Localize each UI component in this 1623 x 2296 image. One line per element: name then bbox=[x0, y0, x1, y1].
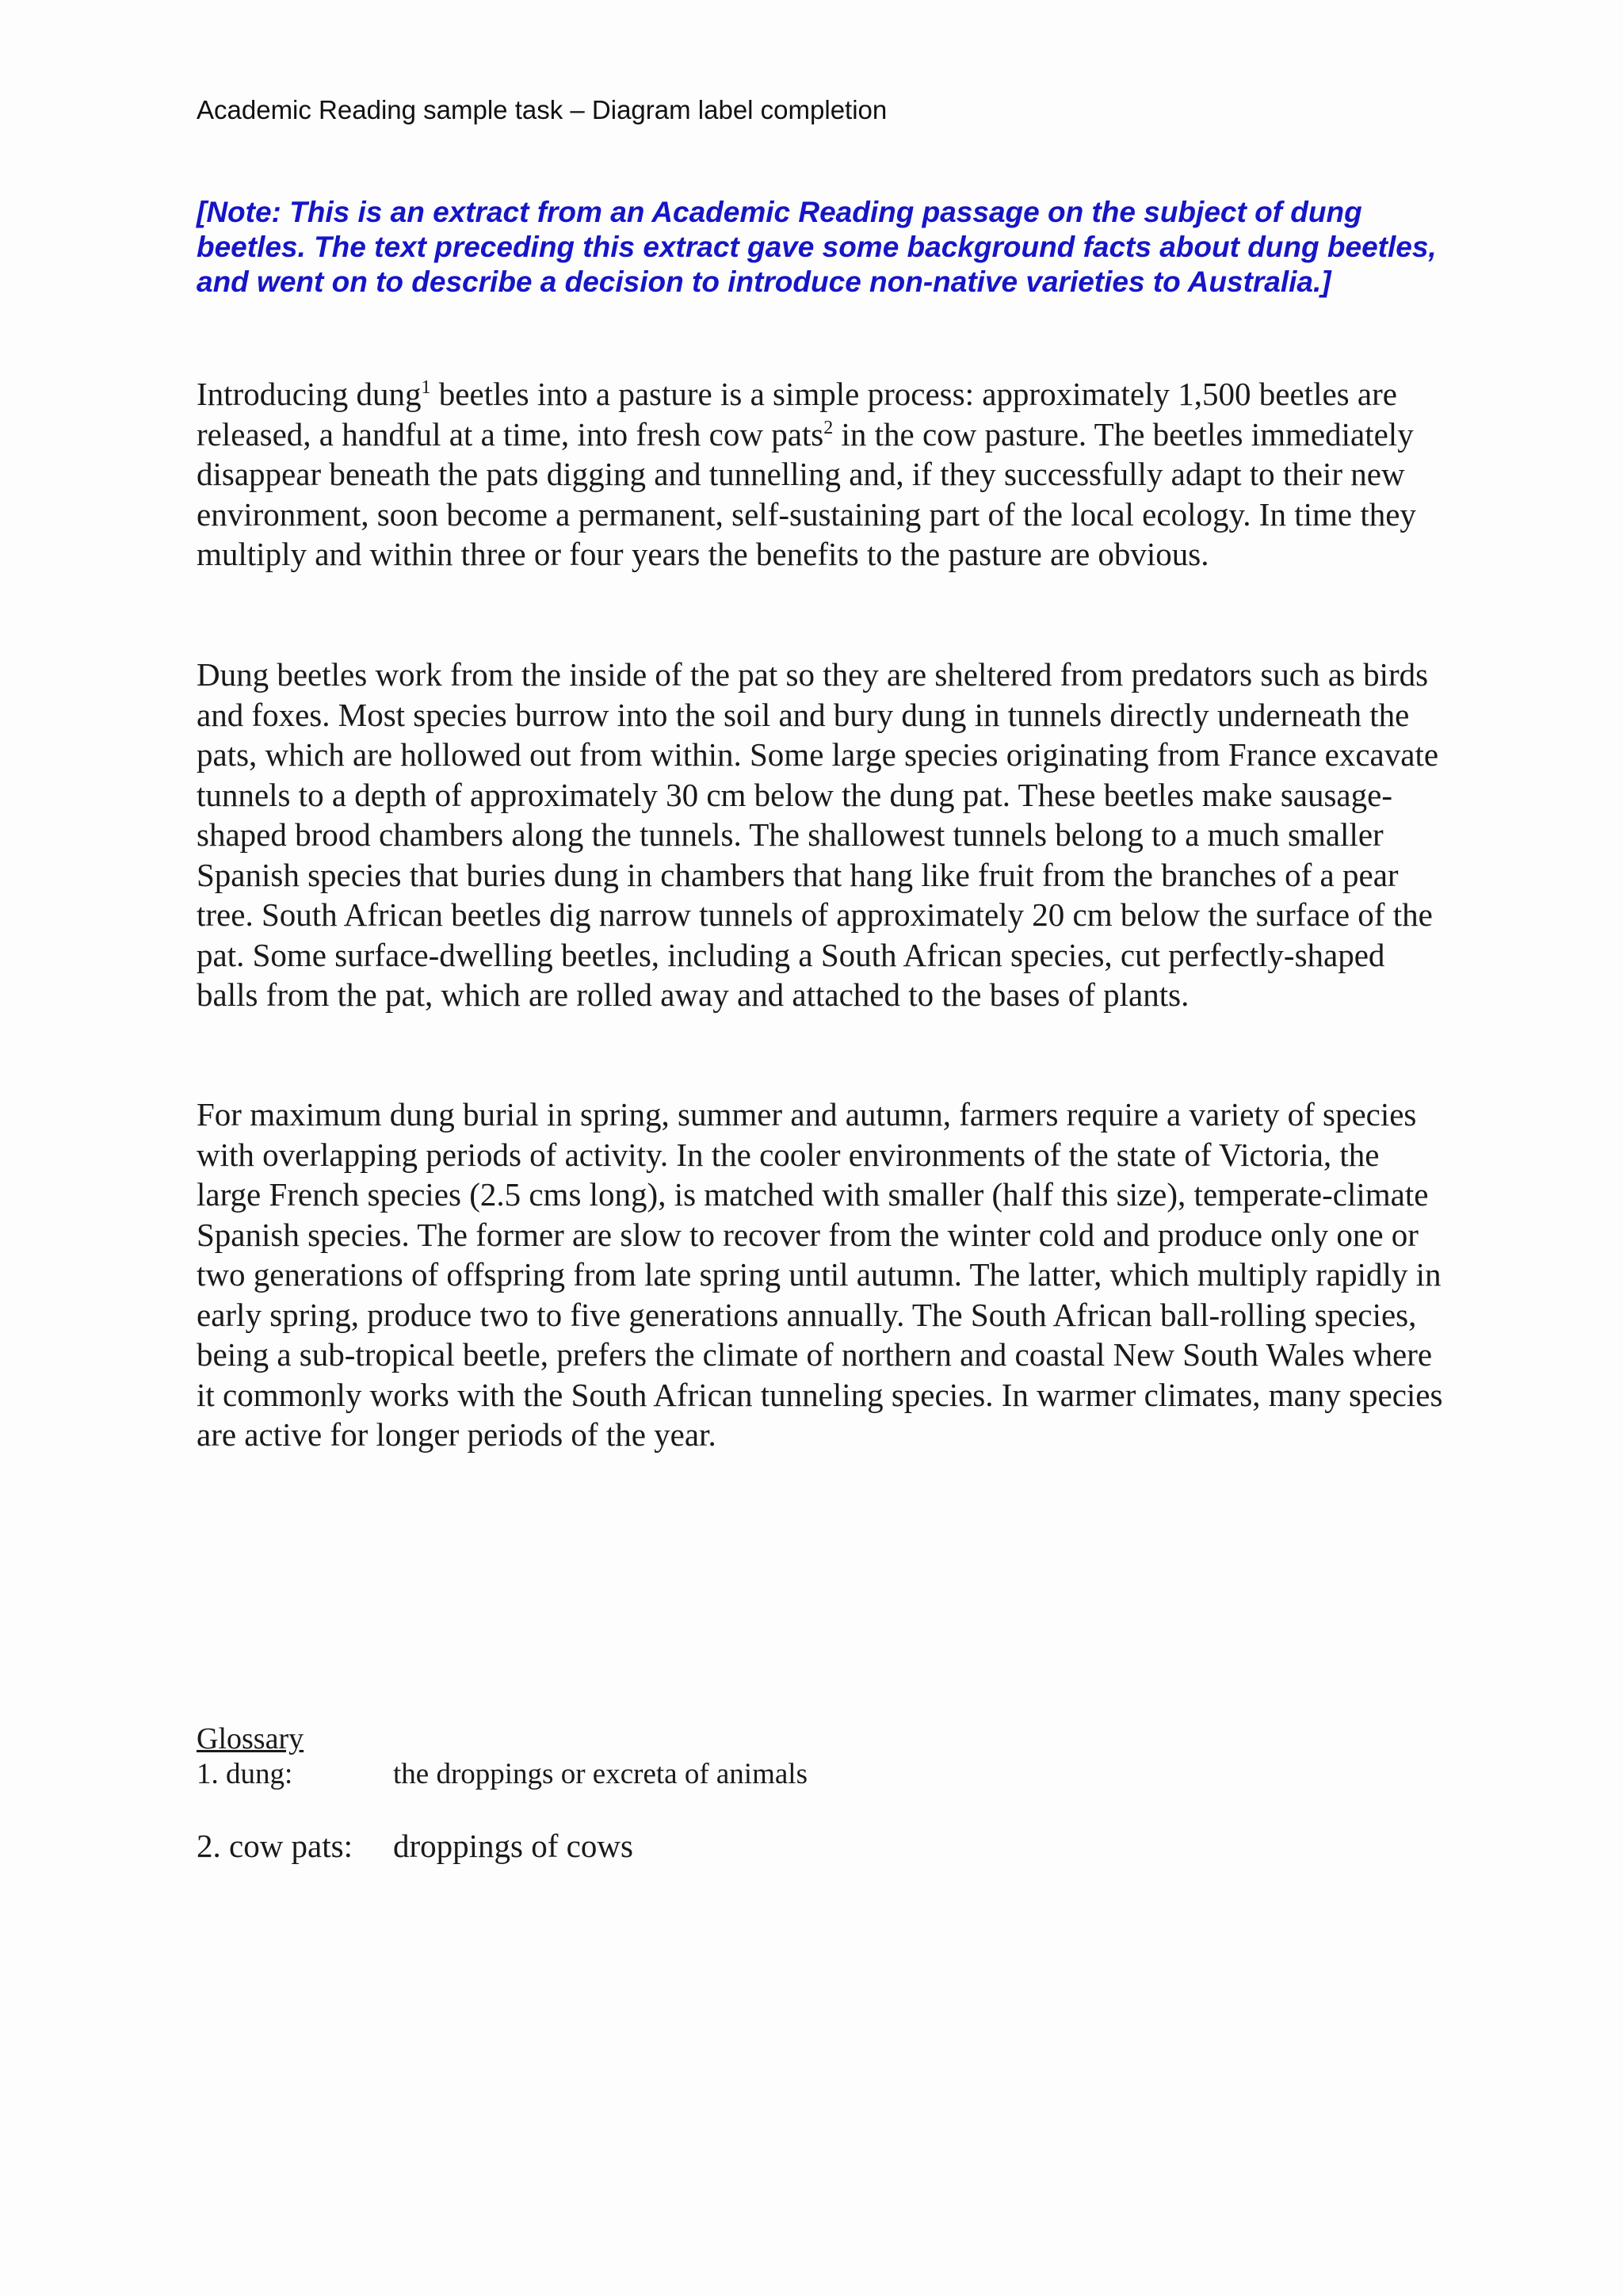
glossary-term: 2. cow pats: bbox=[197, 1828, 353, 1864]
paragraph-1-part-b: beetles into a pasture is a simple process: approximately 1,500 beetles are released, a handful at a time, into fresh cow pats bbox=[197, 376, 1397, 453]
footnote-marker-2: 2 bbox=[823, 417, 834, 438]
glossary-item bbox=[197, 1828, 1449, 1864]
paragraph-2: Dung beetles work from the inside of the pat so they are sheltered from predators such as birds and foxes. Most species burrow into the soil and bury dung in tunnels directly underneath the pats, which are hollowed out from within. Some large species originating from France excavate tunnels to a depth of approximately 30 cm below the dung pat. These beetles make sausage-shaped brood chambers along the tunnels. The shallowest tunnels belong to a much smaller Spanish species that buries dung in chambers that hang like fruit from the branches of a pear tree. South African beetles dig narrow tunnels of approximately 20 cm below the surface of the pat. Some surface-dwelling beetles, including a South African species, cut perfectly-shaped balls from the pat, which are rolled away and attached to the bases of plants. bbox=[197, 656, 1439, 1013]
glossary-definition: droppings of cows bbox=[393, 1828, 633, 1864]
glossary-definition: the droppings or excreta of animals bbox=[393, 1758, 808, 1790]
glossary bbox=[197, 1721, 1449, 1864]
paragraph-3: For maximum dung burial in spring, summer and autumn, farmers require a variety of species with overlapping periods of activity. In the cooler environments of the state of Victoria, the large French species (2.5 cms long), is matched with smaller (half this size), temperate-climate Spanish species. The former are slow to recover from the winter cold and produce only one or two generations of offspring from late spring until autumn. The latter, which multiply rapidly in early spring, produce two to five generations annually. The South African ball-rolling species, being a sub-tropical beetle, prefers the climate of northern and coastal New South Wales where it commonly works with the South African tunneling species. In warmer climates, many species are active for longer periods of the year. bbox=[197, 1096, 1443, 1453]
footnote-marker-1: 1 bbox=[421, 377, 431, 398]
paragraph-1-part-a: Introducing dung bbox=[197, 376, 422, 412]
glossary-item bbox=[197, 1756, 1449, 1793]
paragraph-1-part-c: in the cow pasture. The beetles immediately disappear beneath the pats digging and tunnelling and, if they successfully adapt to their new environment, soon become a permanent, self-sustaining part of the local ecology. In time they multiply and within three or four years the benefits to the pasture are obvious. bbox=[197, 415, 1416, 572]
paragraph-1 bbox=[197, 374, 1449, 575]
glossary-title: Glossary bbox=[197, 1722, 304, 1755]
editor-note: [Note: This is an extract from an Academic Reading passage on the subject of dung beetles. The text preceding this extract gave some background facts about dung beetles, and went on to describe a decision to introduce non-native varieties to Australia.] bbox=[197, 196, 1437, 298]
page-header: Academic Reading sample task – Diagram label completion bbox=[197, 95, 888, 124]
glossary-term: 1. dung: bbox=[197, 1758, 293, 1790]
